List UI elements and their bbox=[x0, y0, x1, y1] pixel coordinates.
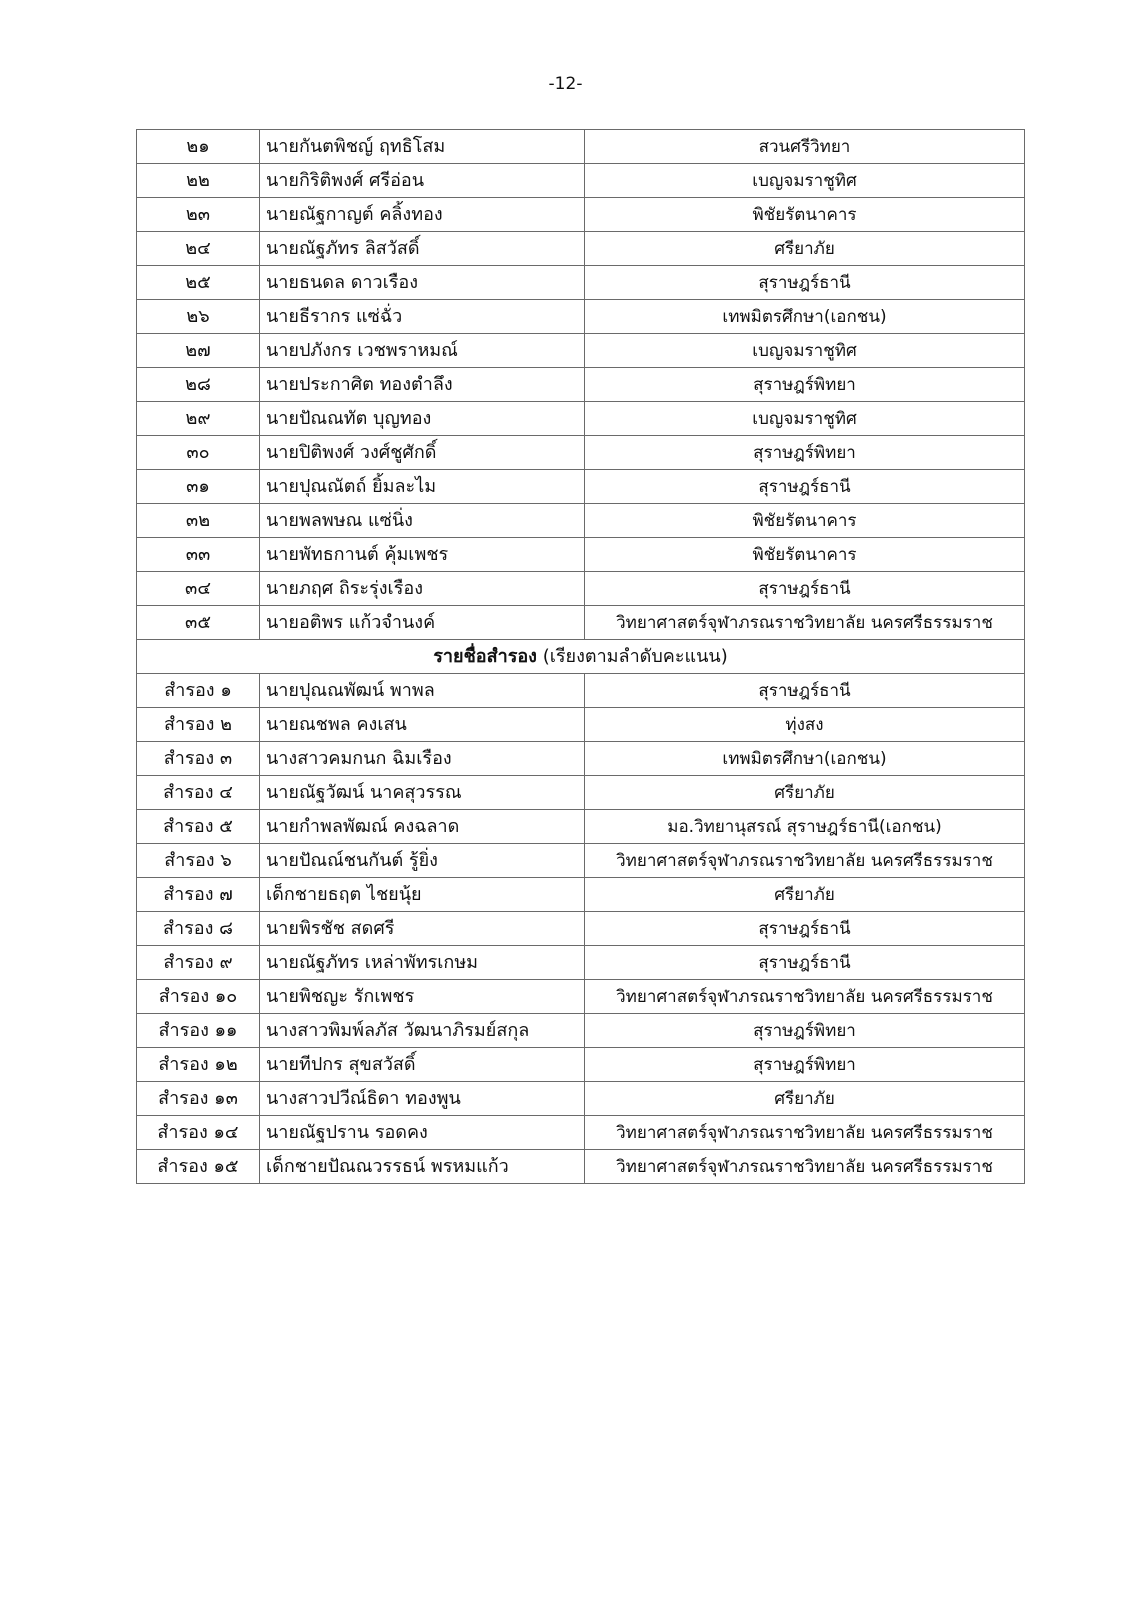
reserve-row bbox=[137, 776, 1025, 810]
table-row bbox=[137, 266, 1025, 300]
student-name: นางสาวปวีณ์ธิดา ทองพูน bbox=[260, 1082, 585, 1116]
school-name: สวนศรีวิทยา bbox=[585, 130, 1025, 164]
student-name: นางสาวคมกนก ฉิมเรือง bbox=[260, 742, 585, 776]
school-name: เบญจมราชูทิศ bbox=[585, 334, 1025, 368]
student-name: นายณัฐภัทร ลิสวัสดิ์ bbox=[260, 232, 585, 266]
row-number: ๓๓ bbox=[137, 538, 260, 572]
student-name: เด็กชายปัณณวรรธน์ พรหมแก้ว bbox=[260, 1150, 585, 1184]
student-name: นายธนดล ดาวเรือง bbox=[260, 266, 585, 300]
student-name: นายพลพษณ แซ่นิ่ง bbox=[260, 504, 585, 538]
school-name: เบญจมราชูทิศ bbox=[585, 402, 1025, 436]
student-name: นายปุณณัตถ์ ยิ้มละไม bbox=[260, 470, 585, 504]
row-number: ๓๑ bbox=[137, 470, 260, 504]
table-row bbox=[137, 300, 1025, 334]
row-number: สำรอง ๑๓ bbox=[137, 1082, 260, 1116]
student-name: นายพิชญะ รักเพชร bbox=[260, 980, 585, 1014]
row-number: สำรอง ๑๑ bbox=[137, 1014, 260, 1048]
row-number: ๒๔ bbox=[137, 232, 260, 266]
row-number: สำรอง ๒ bbox=[137, 708, 260, 742]
student-name: นายทีปกร สุขสวัสดิ์ bbox=[260, 1048, 585, 1082]
reserve-row bbox=[137, 1116, 1025, 1150]
main-list bbox=[137, 130, 1025, 640]
school-name: เทพมิตรศึกษา(เอกชน) bbox=[585, 742, 1025, 776]
row-number: ๒๓ bbox=[137, 198, 260, 232]
table-row bbox=[137, 232, 1025, 266]
student-name: นายปุณณพัฒน์ พาพล bbox=[260, 674, 585, 708]
school-name: วิทยาศาสตร์จุฬาภรณราชวิทยาลัย นครศรีธรรมราช bbox=[585, 1150, 1025, 1184]
school-name: มอ.วิทยานุสรณ์ สุราษฎร์ธานี(เอกชน) bbox=[585, 810, 1025, 844]
school-name: สุราษฎร์ธานี bbox=[585, 674, 1025, 708]
table-row bbox=[137, 572, 1025, 606]
table-row bbox=[137, 402, 1025, 436]
student-name: เด็กชายธฤต ไชยนุ้ย bbox=[260, 878, 585, 912]
school-name: พิชัยรัตนาคาร bbox=[585, 538, 1025, 572]
reserve-row bbox=[137, 878, 1025, 912]
reserve-row bbox=[137, 912, 1025, 946]
row-number: ๒๕ bbox=[137, 266, 260, 300]
reserve-row bbox=[137, 844, 1025, 878]
school-name: สุราษฎร์พิทยา bbox=[585, 1014, 1025, 1048]
student-name: นายปภังกร เวชพราหมณ์ bbox=[260, 334, 585, 368]
school-name: วิทยาศาสตร์จุฬาภรณราชวิทยาลัย นครศรีธรรมราช bbox=[585, 844, 1025, 878]
reserve-row bbox=[137, 674, 1025, 708]
school-name: สุราษฎร์ธานี bbox=[585, 946, 1025, 980]
reserve-row bbox=[137, 1014, 1025, 1048]
row-number: สำรอง ๖ bbox=[137, 844, 260, 878]
student-name: นายกันตพิชญ์ ฤทธิโสม bbox=[260, 130, 585, 164]
row-number: ๓๕ bbox=[137, 606, 260, 640]
row-number: สำรอง ๑๕ bbox=[137, 1150, 260, 1184]
reserve-subtitle: (เรียงตามลำดับคะแนน) bbox=[542, 645, 728, 667]
reserve-header-row bbox=[137, 640, 1025, 674]
table-row bbox=[137, 368, 1025, 402]
school-name: เบญจมราชูทิศ bbox=[585, 164, 1025, 198]
table-row bbox=[137, 334, 1025, 368]
student-name: นายพัทธกานต์ คุ้มเพชร bbox=[260, 538, 585, 572]
student-name: นายณัฐปราน รอดคง bbox=[260, 1116, 585, 1150]
school-name: ศรียาภัย bbox=[585, 1082, 1025, 1116]
page-number: -12- bbox=[548, 74, 583, 94]
reserve-row bbox=[137, 742, 1025, 776]
roster-table bbox=[136, 129, 1025, 1184]
reserve-title: รายชื่อสำรอง bbox=[433, 645, 537, 667]
row-number: สำรอง ๓ bbox=[137, 742, 260, 776]
reserve-row bbox=[137, 1082, 1025, 1116]
row-number: สำรอง ๔ bbox=[137, 776, 260, 810]
school-name: วิทยาศาสตร์จุฬาภรณราชวิทยาลัย นครศรีธรรมราช bbox=[585, 606, 1025, 640]
school-name: ศรียาภัย bbox=[585, 232, 1025, 266]
row-number: สำรอง ๑๐ bbox=[137, 980, 260, 1014]
school-name: สุราษฎร์ธานี bbox=[585, 470, 1025, 504]
student-name: นายธีรากร แซ่ฉั่ว bbox=[260, 300, 585, 334]
student-name: นายภฤศ ถิระรุ่งเรือง bbox=[260, 572, 585, 606]
student-name: นายณชพล คงเสน bbox=[260, 708, 585, 742]
school-name: สุราษฎร์ธานี bbox=[585, 266, 1025, 300]
school-name: สุราษฎร์พิทยา bbox=[585, 436, 1025, 470]
student-name: นายณัฐกาญต์ คลิ้งทอง bbox=[260, 198, 585, 232]
student-name: นายปัณณ์ชนกันต์ รู้ยิ่ง bbox=[260, 844, 585, 878]
student-name: นายกำพลพัฒณ์ คงฉลาด bbox=[260, 810, 585, 844]
school-name: สุราษฎร์พิทยา bbox=[585, 1048, 1025, 1082]
student-name: นายปัณณทัต บุญทอง bbox=[260, 402, 585, 436]
student-name: นายณัฐวัฒน์ นาคสุวรรณ bbox=[260, 776, 585, 810]
row-number: ๒๙ bbox=[137, 402, 260, 436]
student-name: นางสาวพิมพ์ลภัส วัฒนาภิรมย์สกุล bbox=[260, 1014, 585, 1048]
school-name: สุราษฎร์พิทยา bbox=[585, 368, 1025, 402]
reserve-row bbox=[137, 810, 1025, 844]
student-name: นายณัฐภัทร เหล่าพัทรเกษม bbox=[260, 946, 585, 980]
row-number: สำรอง ๑๒ bbox=[137, 1048, 260, 1082]
row-number: สำรอง ๗ bbox=[137, 878, 260, 912]
reserve-row bbox=[137, 980, 1025, 1014]
reserve-row bbox=[137, 946, 1025, 980]
table-row bbox=[137, 130, 1025, 164]
school-name: ศรียาภัย bbox=[585, 878, 1025, 912]
school-name: สุราษฎร์ธานี bbox=[585, 912, 1025, 946]
school-name: ทุ่งสง bbox=[585, 708, 1025, 742]
table-row bbox=[137, 198, 1025, 232]
row-number: ๒๖ bbox=[137, 300, 260, 334]
school-name: วิทยาศาสตร์จุฬาภรณราชวิทยาลัย นครศรีธรรมราช bbox=[585, 1116, 1025, 1150]
school-name: พิชัยรัตนาคาร bbox=[585, 504, 1025, 538]
school-name: ศรียาภัย bbox=[585, 776, 1025, 810]
school-name: เทพมิตรศึกษา(เอกชน) bbox=[585, 300, 1025, 334]
row-number: ๓๒ bbox=[137, 504, 260, 538]
school-name: พิชัยรัตนาคาร bbox=[585, 198, 1025, 232]
row-number: ๓๐ bbox=[137, 436, 260, 470]
student-name: นายอติพร แก้วจำนงค์ bbox=[260, 606, 585, 640]
school-name: วิทยาศาสตร์จุฬาภรณราชวิทยาลัย นครศรีธรรมราช bbox=[585, 980, 1025, 1014]
row-number: ๒๘ bbox=[137, 368, 260, 402]
row-number: สำรอง ๑ bbox=[137, 674, 260, 708]
table-row bbox=[137, 164, 1025, 198]
student-name: นายพิรชัช สดศรี bbox=[260, 912, 585, 946]
student-name: นายประกาศิต ทองตำลึง bbox=[260, 368, 585, 402]
school-name: สุราษฎร์ธานี bbox=[585, 572, 1025, 606]
row-number: ๒๑ bbox=[137, 130, 260, 164]
reserve-row bbox=[137, 1048, 1025, 1082]
reserve-row bbox=[137, 1150, 1025, 1184]
reserve-row bbox=[137, 708, 1025, 742]
row-number: สำรอง ๙ bbox=[137, 946, 260, 980]
reserve-section bbox=[137, 640, 1025, 674]
row-number: ๒๗ bbox=[137, 334, 260, 368]
student-name: นายกิริติพงศ์ ศรีอ่อน bbox=[260, 164, 585, 198]
row-number: สำรอง ๘ bbox=[137, 912, 260, 946]
table-row bbox=[137, 606, 1025, 640]
row-number: สำรอง ๕ bbox=[137, 810, 260, 844]
table-row bbox=[137, 470, 1025, 504]
reserve-list bbox=[137, 674, 1025, 1184]
row-number: ๒๒ bbox=[137, 164, 260, 198]
table-row bbox=[137, 436, 1025, 470]
reserve-header bbox=[137, 640, 1025, 674]
student-name: นายปิติพงศ์ วงศ์ชูศักดิ์ bbox=[260, 436, 585, 470]
row-number: ๓๔ bbox=[137, 572, 260, 606]
table-row bbox=[137, 504, 1025, 538]
row-number: สำรอง ๑๔ bbox=[137, 1116, 260, 1150]
table-row bbox=[137, 538, 1025, 572]
